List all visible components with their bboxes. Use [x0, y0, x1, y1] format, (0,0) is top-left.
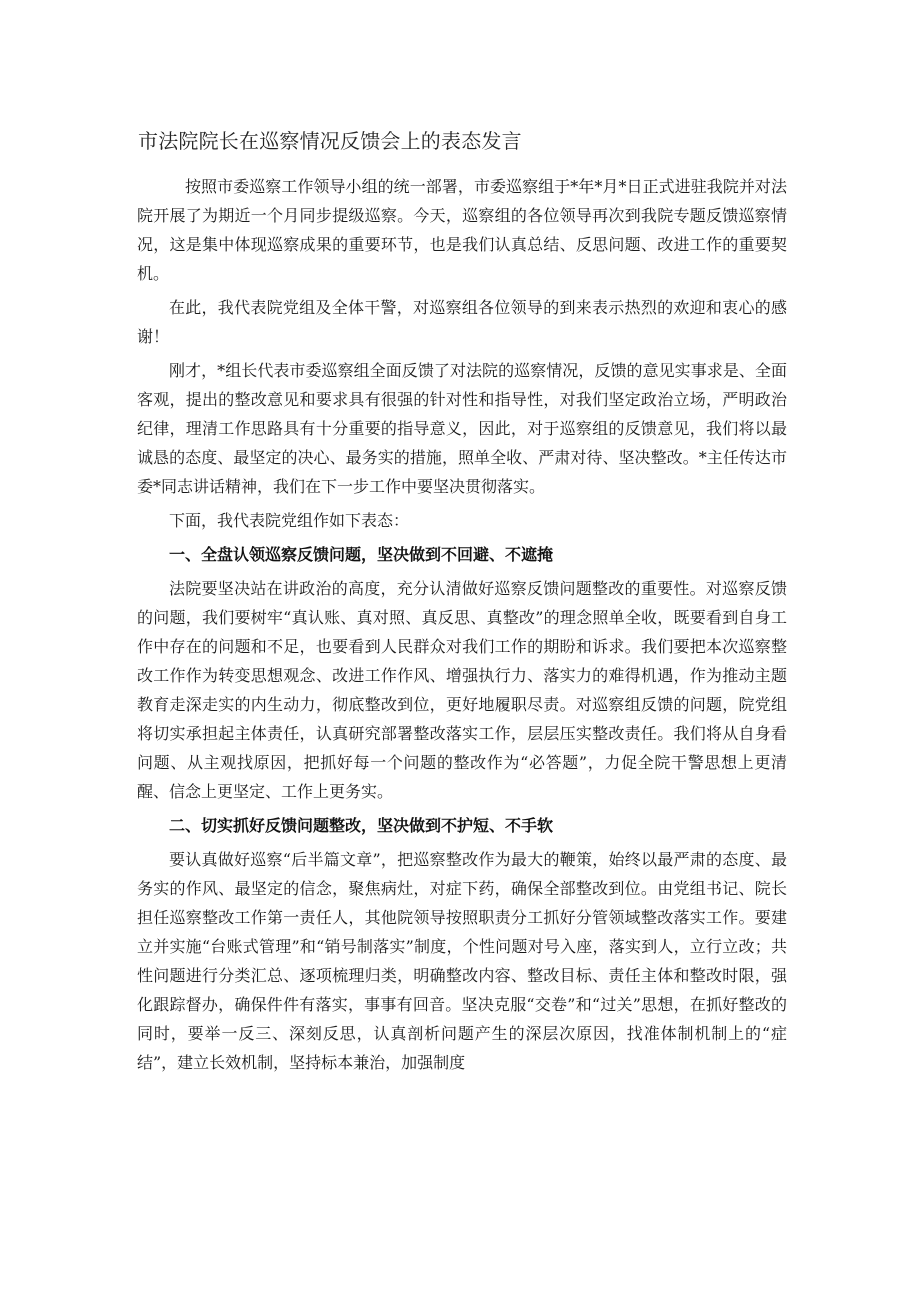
section-1-heading: 一、全盘认领巡察反馈问题，坚决做到不回避、不遮掩 — [169, 545, 554, 564]
section-2-heading: 二、切实抓好反馈问题整改，坚决做到不护短、不手软 — [169, 816, 554, 835]
intro-paragraph: 按照市委巡察工作领导小组的统一部署，市委巡察组于*年*月*日正式进驻我院并对法院开展了为期近一个月同步提级巡察。今天，巡察组的各位领导再次到我院专题反馈巡察情况，这是集中体现巡察成果的重要环节，也是我们认真总结、反思问题、改进工作的重要契机。 — [137, 177, 787, 283]
section-1-paragraph: 法院要坚决站在讲政治的高度，充分认清做好巡察反馈问题整改的重要性。对巡察反馈的问题，我们要树牢“真认账、真对照、真反思、真整改”的理念照单全收，既要看到自身工作中存在的问题和不足，也要看到人民群众对我们工作的期盼和诉求。我们要把本次巡察整改工作作为转变思想观念、改进工作作风、增强执行力、落实力的难得机遇，作为推动主题教育走深走实的内生动力，彻底整改到位，更好地履职尽责。对巡察组反馈的问题，院党组将切实承担起主体责任，认真研究部署整改落实工作，层层压实整改责任。我们将从自身看问题、从主观找原因，把抓好每一个问题的整改作为“必答题”，力促全院干警思想上更清醒、信念上更坚定、工作上更务实。 — [137, 579, 787, 801]
document-body — [137, 172, 787, 1082]
feedback-paragraph: 刚才，*组长代表市委巡察组全面反馈了对法院的巡察情况，反馈的意见实事求是、全面客观，提出的整改意见和要求具有很强的针对性和指导性，对我们坚定政治立场，严明政治纪律，理清工作思路具有十分重要的指导意义，因此，对于巡察组的反馈意见，我们将以最诚恳的态度、最坚定的决心、最务实的措施，照单全收、严肃对待、坚决整改。*主任传达市委*同志讲话精神，我们在下一步工作中要坚决贯彻落实。 — [137, 361, 787, 496]
statement-intro-paragraph: 下面，我代表院党组作如下表态： — [169, 511, 410, 530]
welcome-paragraph: 在此，我代表院党组及全体干警，对巡察组各位领导的到来表示热烈的欢迎和衷心的感谢！ — [137, 298, 787, 346]
document-title: 市法院院长在巡察情况反馈会上的表态发言 — [138, 129, 522, 153]
section-2-paragraph: 要认真做好巡察“后半篇文章”，把巡察整改作为最大的鞭策，始终以最严肃的态度、最务实的作风、最坚定的信念，聚焦病灶，对症下药，确保全部整改到位。由党组书记、院长担任巡察整改工作第一责任人，其他院领导按照职责分工抓好分管领域整改落实工作。要建立并实施“台账式管理”和“销号制落实”制度，个性问题对号入座，落实到人，立行立改；共性问题进行分类汇总、逐项梳理归类，明确整改内容、整改目标、责任主体和整改时限，强化跟踪督办，确保件件有落实，事事有回音。坚决克服“交卷”和“过关”思想，在抓好整改的同时，要举一反三、深刻反思，认真剖析问题产生的深层次原因，找准体制机制上的“症结”，建立长效机制，坚持标本兼治，加强制度 — [137, 850, 787, 1072]
